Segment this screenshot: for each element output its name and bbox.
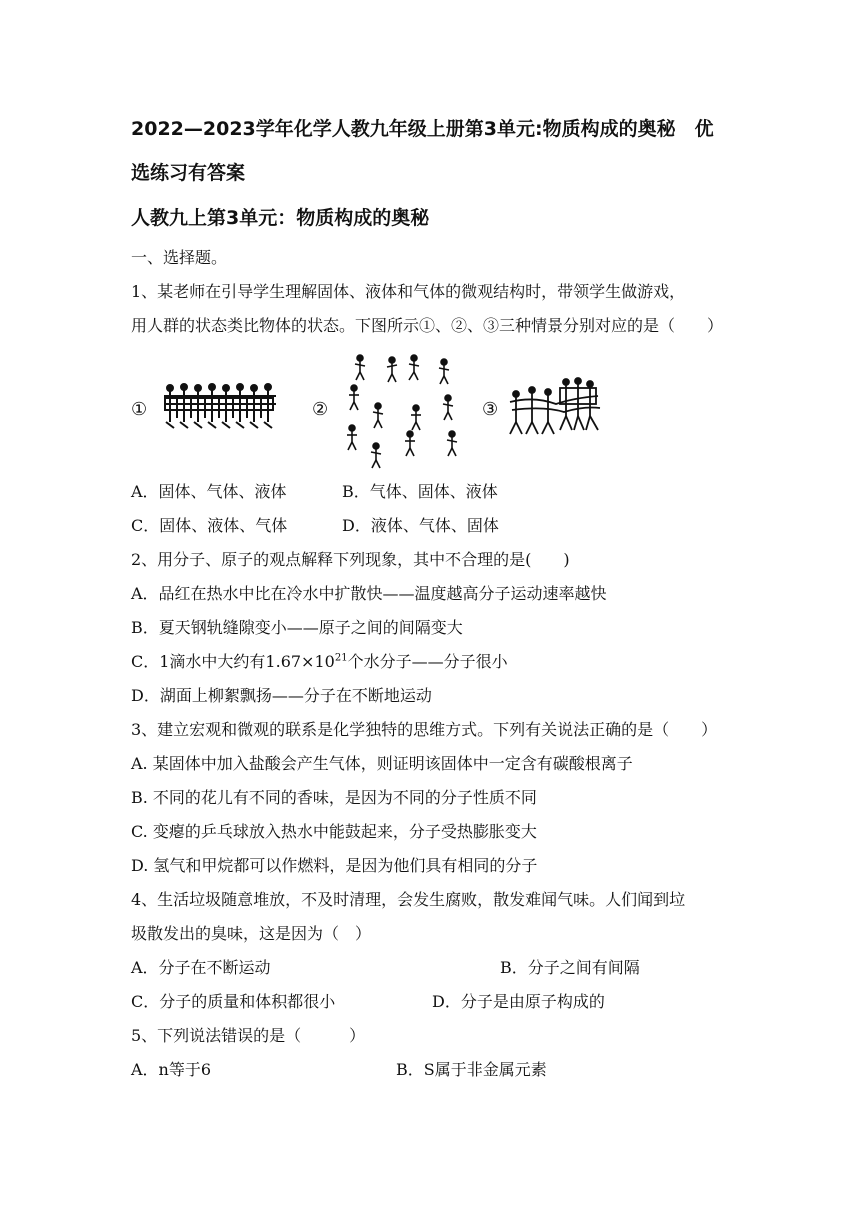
section-heading: 一、选择题。	[131, 248, 228, 267]
q4-option-a: A．分子在不断运动	[131, 958, 271, 977]
person-row-back	[167, 384, 271, 391]
document-subtitle: 人教九上第3单元：物质构成的奥秘	[131, 207, 430, 229]
solid-crowd-illustration	[160, 378, 280, 430]
q3-option-b: B. 不同的花儿有不同的香味，是因为不同的分子性质不同	[131, 788, 537, 807]
q3-option-a: A. 某固体中加入盐酸会产生气体，则证明该固体中一定含有碳酸根离子	[131, 754, 633, 773]
q4-stem-line-1: 4、生活垃圾随意堆放，不及时清理，会发生腐败，散发难闻气味。人们闻到垃	[131, 890, 686, 909]
figure-label-1: ①	[131, 399, 148, 420]
document-title-line-2: 选练习有答案	[131, 162, 246, 184]
q5-option-a: A．n等于6	[131, 1060, 212, 1079]
q4-option-d: D．分子是由原子构成的	[432, 992, 605, 1011]
document-title-line-1: 2022—2023学年化学人教九年级上册第3单元:物质构成的奥秘 优	[131, 118, 714, 140]
figure-label-2: ②	[312, 399, 329, 420]
q2-option-c-suffix: 个水分子——分子很小	[347, 652, 508, 671]
q2-option-c	[131, 651, 508, 673]
gas-crowd-illustration	[340, 350, 470, 475]
q4-stem-line-2: 圾散发出的臭味，这是因为（ ）	[131, 924, 372, 943]
q2-option-d: D．湖面上柳絮飘扬——分子在不断地运动	[131, 686, 432, 705]
q2-option-b: B．夏天钢轨缝隙变小——原子之间的间隔变大	[131, 618, 463, 637]
q1-stem-line-1: 1、某老师在引导学生理解固体、液体和气体的微观结构时，带领学生做游戏，	[131, 282, 686, 301]
q3-option-c: C. 变瘪的乒乓球放入热水中能鼓起来，分子受热膨胀变大	[131, 822, 537, 841]
liquid-crowd-illustration	[504, 376, 604, 438]
q1-option-a: A．固体、气体、液体	[131, 482, 287, 501]
q5-stem: 5、下列说法错误的是（ ）	[131, 1026, 366, 1045]
q1-option-c: C．固体、液体、气体	[131, 516, 288, 535]
q5-option-b: B．S属于非金属元素	[396, 1060, 547, 1079]
q1-option-d: D．液体、气体、固体	[342, 516, 499, 535]
q4-option-c: C．分子的质量和体积都很小	[131, 992, 336, 1011]
figure-label-3: ③	[482, 399, 499, 420]
q1-option-b: B．气体、固体、液体	[342, 482, 498, 501]
q2-option-a: A．品红在热水中比在冷水中扩散快——温度越高分子运动速率越快	[131, 584, 607, 603]
q3-option-d: D. 氢气和甲烷都可以作燃料，是因为他们具有相同的分子	[131, 856, 538, 875]
q3-stem: 3、建立宏观和微观的联系是化学独特的思维方式。下列有关说法正确的是（ ）	[131, 720, 718, 739]
q2-option-c-prefix: C．1滴水中大约有1.67×10	[131, 652, 335, 671]
q1-stem-line-2: 用人群的状态类比物体的状态。下图所示①、②、③三种情景分别对应的是（ ）	[131, 316, 724, 335]
q4-option-b: B．分子之间有间隔	[500, 958, 640, 977]
q2-stem: 2、用分子、原子的观点解释下列现象，其中不合理的是( )	[131, 550, 570, 569]
q2-option-c-exponent: 21	[334, 652, 348, 664]
